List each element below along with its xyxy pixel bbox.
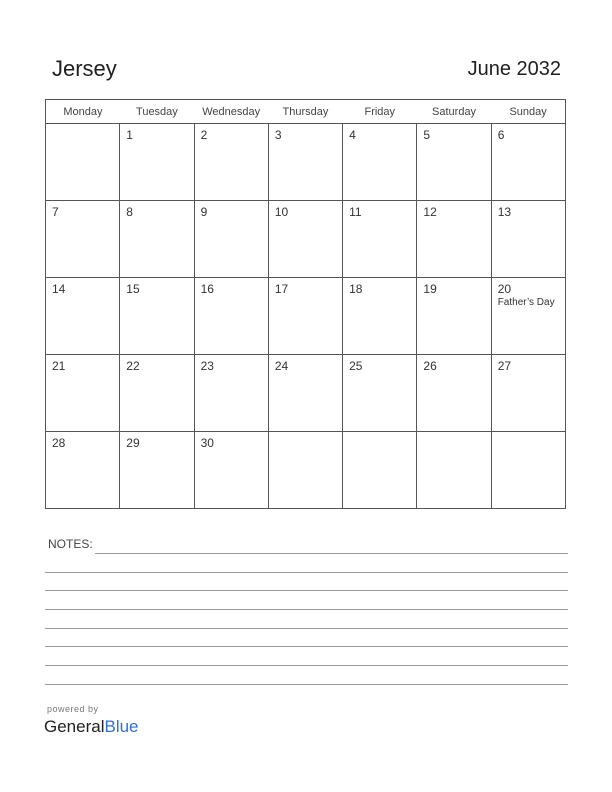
- day-cell: [120, 201, 194, 278]
- day-cell: [417, 201, 491, 278]
- day-cell: [120, 432, 194, 509]
- day-number: 29: [126, 436, 140, 450]
- holiday-label: Father’s Day: [497, 297, 555, 308]
- notes-label: NOTES:: [48, 537, 93, 551]
- day-cell: [343, 124, 417, 201]
- day-number: 22: [126, 359, 140, 373]
- day-number: 27: [497, 359, 512, 373]
- day-cell: [417, 355, 491, 432]
- day-cell: [268, 355, 342, 432]
- day-number: 28: [52, 436, 66, 450]
- day-cell: [491, 355, 565, 432]
- weekday-header: Monday: [46, 100, 120, 124]
- day-cell: [194, 278, 268, 355]
- day-cell: [343, 432, 417, 509]
- day-cell: [46, 278, 120, 355]
- weekday-header-row: [46, 100, 566, 124]
- day-cell: [417, 432, 491, 509]
- powered-by-label: powered by: [47, 704, 99, 714]
- day-cell: [343, 201, 417, 278]
- week-row: [46, 278, 566, 355]
- weekday-header: Wednesday: [194, 100, 268, 124]
- notes-line: [45, 572, 568, 573]
- week-row: [46, 432, 566, 509]
- day-cell: [46, 432, 120, 509]
- day-cell: [120, 278, 194, 355]
- day-cell: [491, 201, 565, 278]
- day-number: 1: [126, 128, 133, 142]
- brand-blue-text: Blue: [104, 717, 139, 736]
- day-cell: [491, 278, 565, 355]
- day-cell: [46, 355, 120, 432]
- day-cell: [343, 278, 417, 355]
- day-number: 10: [274, 205, 289, 219]
- day-number: 21: [52, 359, 66, 373]
- day-number: 15: [126, 282, 140, 296]
- day-number: 24: [274, 359, 289, 373]
- day-cell: [491, 124, 565, 201]
- notes-line: [45, 590, 568, 591]
- day-number: 12: [423, 205, 437, 219]
- day-cell: [46, 124, 120, 201]
- day-cell: [194, 124, 268, 201]
- day-cell: [120, 124, 194, 201]
- day-number: 23: [200, 359, 214, 373]
- day-cell: [46, 201, 120, 278]
- day-cell: [268, 201, 342, 278]
- week-row: [46, 124, 566, 201]
- day-cell: [343, 355, 417, 432]
- day-number: 4: [349, 128, 356, 142]
- notes-line: [45, 684, 568, 685]
- day-cell: [268, 124, 342, 201]
- notes-line: [45, 665, 568, 666]
- notes-line: [45, 646, 568, 647]
- day-number: 3: [274, 128, 282, 142]
- day-number: 8: [126, 205, 133, 219]
- brand-general-text: General: [44, 717, 105, 736]
- day-number: 19: [423, 282, 437, 296]
- week-row: [46, 355, 566, 432]
- weekday-header: Saturday: [417, 100, 491, 124]
- month-calendar-grid: [45, 99, 566, 509]
- day-cell: [268, 432, 342, 509]
- day-number: 2: [200, 128, 208, 142]
- day-number: 16: [200, 282, 214, 296]
- day-number: 17: [274, 282, 289, 296]
- day-cell: [491, 432, 565, 509]
- day-number: 30: [200, 436, 214, 450]
- calendar-country-title: Jersey: [52, 56, 117, 81]
- day-cell: [268, 278, 342, 355]
- day-cell: [120, 355, 194, 432]
- day-cell: [194, 432, 268, 509]
- day-number: 11: [349, 205, 362, 219]
- day-number: 25: [349, 359, 363, 373]
- weekday-header: Thursday: [268, 100, 342, 124]
- day-cell: [417, 124, 491, 201]
- notes-line: [45, 609, 568, 610]
- weekday-header: Friday: [343, 100, 417, 124]
- day-number: 18: [349, 282, 363, 296]
- day-cell: [194, 201, 268, 278]
- weekday-header: Tuesday: [120, 100, 194, 124]
- day-number: 9: [200, 205, 208, 219]
- day-cell: [194, 355, 268, 432]
- day-cell: [417, 278, 491, 355]
- notes-line: [45, 628, 568, 629]
- day-number: 6: [497, 128, 505, 142]
- week-row: [46, 201, 566, 278]
- day-number: 5: [423, 128, 431, 142]
- day-number: 20: [497, 282, 512, 296]
- notes-line: [95, 553, 568, 554]
- day-number: 14: [52, 282, 66, 296]
- day-number: 13: [497, 205, 512, 219]
- weekday-header: Sunday: [491, 100, 565, 124]
- day-number: 7: [52, 205, 59, 219]
- day-number: 26: [423, 359, 437, 373]
- generalblue-logo: [44, 716, 139, 738]
- calendar-month-title: June 2032: [467, 58, 561, 80]
